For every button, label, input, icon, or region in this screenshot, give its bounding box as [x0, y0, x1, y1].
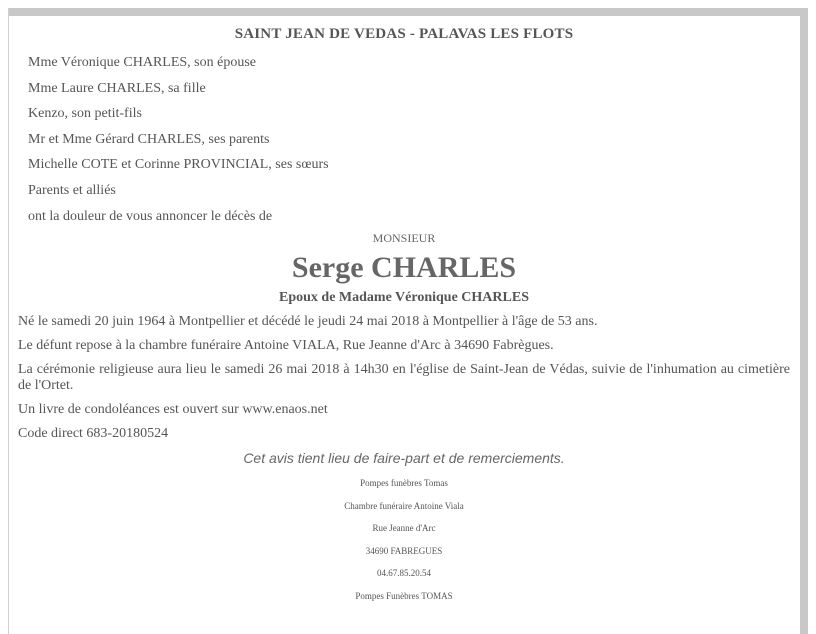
frame-border-top	[8, 8, 808, 16]
funeral-home-line: 34690 FABREGUES	[365, 545, 443, 556]
funeral-home-line: Rue Jeanne d'Arc	[372, 523, 436, 534]
family-line: Mme Laure CHARLES, sa fille	[28, 80, 206, 96]
notice-location: SAINT JEAN DE VEDAS - PALAVAS LES FLOTS	[234, 26, 574, 42]
family-line: Parents et alliés	[28, 182, 116, 198]
viewing-paragraph: Le défunt repose à la chambre funéraire Antoine VIALA, Rue Jeanne d'Arc à 34690 Fabrègues.	[18, 338, 554, 354]
spouse-line: Epoux de Madame Véronique CHARLES	[279, 290, 529, 306]
funeral-home-block	[18, 472, 790, 607]
condolence-paragraph: Un livre de condoléances est ouvert sur www.enaos.net	[18, 402, 328, 418]
birth-death-paragraph: Né le samedi 20 juin 1964 à Montpellier et décédé le jeudi 24 mai 2018 à Montpellier à l'âge de 53 ans.	[18, 314, 598, 330]
direct-code-paragraph: Code direct 683-20180524	[18, 426, 169, 442]
ceremony-paragraph: La cérémonie religieuse aura lieu le samedi 26 mai 2018 à 14h30 en l'église de Saint-Jean de Védas, suivie de l'inhumation au cimetière de l'Ortet.	[18, 362, 790, 394]
obituary-notice	[18, 16, 790, 607]
frame-border-right	[800, 8, 808, 634]
family-line: Kenzo, son petit-fils	[28, 106, 142, 122]
funeral-home-line: 04.67.85.20.54	[377, 568, 431, 579]
funeral-home-line: Pompes Funèbres TOMAS	[355, 590, 453, 601]
family-list	[28, 50, 790, 229]
family-line: Mme Véronique CHARLES, son épouse	[28, 55, 256, 70]
deceased-name: Serge CHARLES	[291, 251, 517, 285]
frame-border-left	[8, 8, 9, 634]
funeral-home-line: Pompes funèbres Tomas	[360, 478, 448, 489]
closing-note: Cet avis tient lieu de faire-part et de remerciements.	[243, 450, 565, 467]
deceased-prefix: MONSIEUR	[372, 231, 436, 246]
family-line: Mr et Mme Gérard CHARLES, ses parents	[28, 131, 270, 147]
family-line: Michelle COTE et Corinne PROVINCIAL, ses sœurs	[28, 157, 329, 173]
funeral-home-line: Chambre funéraire Antoine Viala	[344, 500, 464, 511]
family-line: ont la douleur de vous annoncer le décès de	[28, 208, 273, 224]
